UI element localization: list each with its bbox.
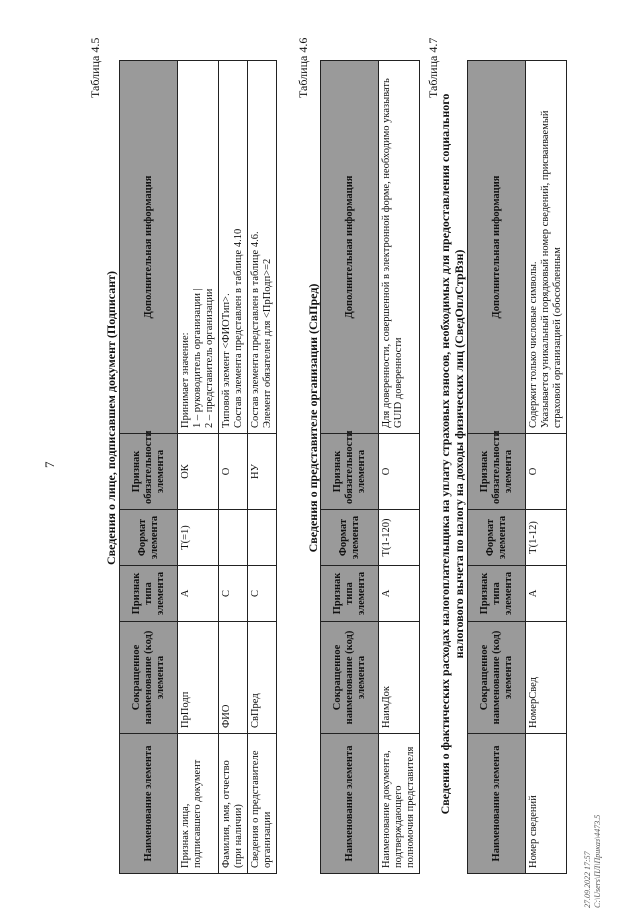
cell-required: О xyxy=(526,434,567,510)
header-format: Формат элемента xyxy=(468,510,526,566)
info-line: Состав элемента представлен в таблице 4.6. xyxy=(250,231,261,428)
table-4-7-label: Таблица 4.7 xyxy=(426,37,440,98)
cell-type: С xyxy=(219,566,248,622)
cell-type: А xyxy=(178,566,219,622)
table-4-5 xyxy=(119,60,277,874)
table-row xyxy=(178,61,219,874)
cell-info xyxy=(379,61,420,434)
table-row xyxy=(526,61,567,874)
table-row xyxy=(248,61,277,874)
cell-info xyxy=(526,61,567,434)
cell-required: ОК xyxy=(178,434,219,510)
info-line: Состав элемента представлен в таблице 4.10 xyxy=(233,228,244,428)
info-line: Принимает значение: xyxy=(180,332,191,428)
cell-format: Т(=1) xyxy=(178,510,219,566)
cell-type: С xyxy=(248,566,277,622)
info-line: 2 – представитель организации xyxy=(204,288,215,428)
table-4-7 xyxy=(467,60,567,874)
header-type: Признак типа элемента xyxy=(120,566,178,622)
header-format: Формат элемента xyxy=(120,510,178,566)
table-4-6 xyxy=(320,60,420,874)
info-line: Указывается уникальный порядковый номер сведений, присваиваемый страховой организацией (обособленным xyxy=(540,110,563,428)
table-4-7-title xyxy=(438,34,466,874)
header-code: Сокращенное наименование (код) элемента xyxy=(468,622,526,734)
cell-required: О xyxy=(379,434,420,510)
table-4-5-label: Таблица 4.5 xyxy=(88,37,102,98)
footer-path: С:\Users\ПЛ\Приказ\4473.5 xyxy=(593,814,602,908)
table-header-row xyxy=(120,61,178,874)
header-name: Наименование элемента xyxy=(468,734,526,874)
table-header-row xyxy=(468,61,526,874)
cell-format: Т(1-120) xyxy=(379,510,420,566)
table-4-7-title-line: налогового вычета по налогу на доходы физических лиц (СведОплСтрВзн) xyxy=(452,249,466,659)
header-info: Дополнительная информация xyxy=(321,61,379,434)
cell-code: ПрПодп xyxy=(178,622,219,734)
page-number: 7 xyxy=(42,461,57,468)
cell-name: Наименование документа, подтверждающего полномочия представителя xyxy=(379,734,420,874)
header-info: Дополнительная информация xyxy=(120,61,178,434)
header-format: Формат элемента xyxy=(321,510,379,566)
cell-name: Номер сведений xyxy=(526,734,567,874)
header-info: Дополнительная информация xyxy=(468,61,526,434)
header-name: Наименование элемента xyxy=(120,734,178,874)
header-code: Сокращенное наименование (код) элемента xyxy=(321,622,379,734)
info-line: 1 – руководитель организации | xyxy=(192,288,203,428)
cell-format: Т(1-12) xyxy=(526,510,567,566)
cell-info xyxy=(248,61,277,434)
header-code: Сокращенное наименование (код) элемента xyxy=(120,622,178,734)
cell-name: Фамилия, имя, отчество (при наличии) xyxy=(219,734,248,874)
cell-code: СвПред xyxy=(248,622,277,734)
header-name: Наименование элемента xyxy=(321,734,379,874)
table-4-6-title: Сведения о представителе организации (СвПред) xyxy=(306,283,320,553)
table-row xyxy=(379,61,420,874)
cell-required: НУ xyxy=(248,434,277,510)
header-required: Признак обязательности элемента xyxy=(468,434,526,510)
header-required: Признак обязательности элемента xyxy=(120,434,178,510)
cell-name: Признак лица, подписавшего документ xyxy=(178,734,219,874)
header-required: Признак обязательности элемента xyxy=(321,434,379,510)
info-line: Для доверенности, совершенной в электронной форме, необходимо указывать GUID доверенности xyxy=(381,78,404,428)
table-4-5-title: Сведения о лице, подписавшем документ (Подписант) xyxy=(104,270,118,566)
table-row xyxy=(219,61,248,874)
info-line: Типовой элемент <ФИОТип>. xyxy=(221,293,232,428)
info-line: Содержит только числовые символы. xyxy=(528,261,539,428)
info-line: Элемент обязателен для <ПрПодп>=2 xyxy=(262,258,273,428)
cell-type: А xyxy=(526,566,567,622)
cell-required: О xyxy=(219,434,248,510)
table-4-7-title-line: Сведения о фактических расходах налогоплательщика на уплату страховых взносов, необходимых для предоставления социального xyxy=(438,93,452,815)
footer-stamp xyxy=(583,815,603,908)
cell-info xyxy=(219,61,248,434)
table-header-row xyxy=(321,61,379,874)
cell-format xyxy=(248,510,277,566)
header-type: Признак типа элемента xyxy=(321,566,379,622)
cell-name: Сведения о представителе организации xyxy=(248,734,277,874)
cell-code: НомерСвед xyxy=(526,622,567,734)
cell-type: А xyxy=(379,566,420,622)
cell-format xyxy=(219,510,248,566)
footer-date: 27.09.2022 17:57 xyxy=(583,851,592,908)
header-type: Признак типа элемента xyxy=(468,566,526,622)
table-4-6-label: Таблица 4.6 xyxy=(296,37,310,98)
cell-code: НаимДок xyxy=(379,622,420,734)
cell-info xyxy=(178,61,219,434)
cell-code: ФИО xyxy=(219,622,248,734)
